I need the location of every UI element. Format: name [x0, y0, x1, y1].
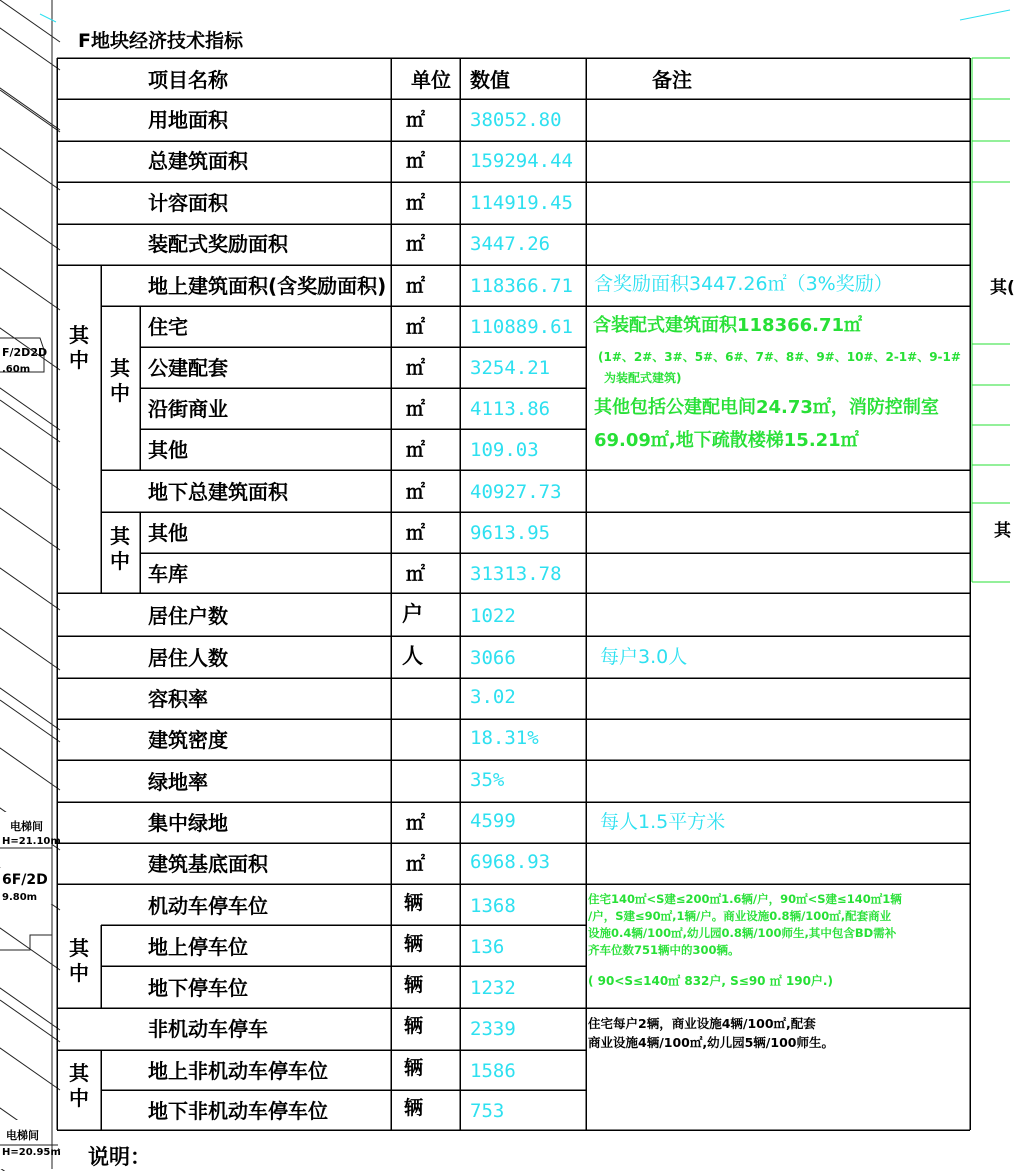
row-unit: ㎡ — [406, 439, 426, 461]
remark-parking-4: 齐车位数751辆中的300辆。 — [588, 943, 740, 957]
qizhong-label: 其中 — [69, 1061, 89, 1110]
row-unit: ㎡ — [406, 481, 426, 503]
row-unit: 户 — [402, 602, 423, 626]
cad-label: 9.80m — [2, 892, 38, 903]
row-name: 其他 — [148, 438, 188, 462]
row-name: 其他 — [148, 521, 188, 545]
row-unit: 辆 — [404, 1097, 424, 1119]
row-unit: ㎡ — [406, 522, 426, 544]
row-name: 地上停车位 — [148, 935, 248, 959]
row-unit: ㎡ — [406, 233, 426, 255]
row-unit: ㎡ — [406, 150, 426, 172]
qizhong-label: 其中 — [69, 936, 89, 985]
row-value: 109.03 — [470, 439, 539, 461]
row-value: 4599 — [470, 810, 516, 832]
row-unit: 辆 — [404, 933, 424, 955]
row-value: 31313.78 — [470, 563, 562, 585]
qizhong-label: 其中 — [110, 356, 130, 405]
table-title: F地块经济技术指标 — [78, 30, 243, 52]
note-label: 说明： — [88, 1145, 151, 1169]
remark-reward: 含奖励面积3447.26㎡（3%奖励） — [594, 273, 893, 295]
remark-other-cont: 69.09㎡,地下疏散楼梯15.21㎡ — [594, 430, 859, 451]
remark-prefab-list: (1#、2#、3#、5#、6#、7#、8#、9#、10#、2-1#、9-1# — [598, 350, 961, 364]
row-value: 3066 — [470, 647, 516, 669]
row-unit: ㎡ — [406, 109, 426, 131]
row-name: 建筑基底面积 — [148, 852, 268, 876]
right-edge-text: 其 — [994, 521, 1011, 541]
row-value: 40927.73 — [470, 481, 562, 503]
row-value: 3447.26 — [470, 233, 551, 255]
remark-bike-2: 商业设施4辆/100㎡,幼儿园5辆/100师生。 — [588, 1035, 834, 1050]
row-value: 114919.45 — [470, 192, 573, 214]
row-unit: ㎡ — [406, 192, 426, 214]
row-name: 集中绿地 — [148, 811, 228, 835]
cad-label: H=21.10m — [2, 836, 61, 847]
row-value: 118366.71 — [470, 275, 573, 297]
cad-label: 电梯间 — [10, 820, 43, 833]
row-unit: ㎡ — [406, 812, 426, 834]
qizhong-label: 其中 — [69, 323, 89, 372]
row-name: 建筑密度 — [148, 728, 228, 752]
row-name: 计容面积 — [148, 191, 228, 215]
row-value: 6968.93 — [470, 851, 551, 873]
row-value: 38052.80 — [470, 109, 562, 131]
row-name: 机动车停车位 — [148, 894, 268, 918]
row-name: 居住户数 — [148, 604, 228, 628]
row-name: 居住人数 — [148, 646, 228, 670]
row-value: 753 — [470, 1100, 505, 1122]
row-name: 地下停车位 — [148, 976, 248, 1000]
row-unit: ㎡ — [406, 275, 426, 297]
row-name: 地下总建筑面积 — [148, 480, 288, 504]
row-value: 1586 — [470, 1060, 516, 1082]
row-name: 公建配套 — [148, 356, 228, 380]
remark-parking-3: 设施0.4辆/100㎡,幼儿园0.8辆/100师生,其中包含BD需补 — [588, 926, 897, 940]
row-unit: 辆 — [404, 892, 424, 914]
remark-other: 其他包括公建配电间24.73㎡，消防控制室 — [594, 397, 939, 418]
remark-bike-1: 住宅每户2辆，商业设施4辆/100㎡,配套 — [588, 1016, 816, 1031]
row-name: 总建筑面积 — [148, 149, 248, 173]
row-unit: ㎡ — [406, 563, 426, 585]
header-value: 数值 — [470, 68, 510, 92]
row-name: 车库 — [148, 562, 188, 586]
row-value: 1022 — [470, 605, 516, 627]
row-value: 110889.61 — [470, 316, 573, 338]
row-name: 住宅 — [148, 315, 188, 339]
header-unit: 单位 — [411, 68, 451, 92]
remark-parking-2: /户，S建≤90㎡,1辆/户。商业设施0.8辆/100㎡,配套商业 — [588, 909, 892, 923]
row-value: 1368 — [470, 895, 516, 917]
header-name: 项目名称 — [148, 68, 228, 92]
row-value: 3.02 — [470, 686, 516, 708]
row-unit: ㎡ — [406, 853, 426, 875]
row-name: 装配式奖励面积 — [148, 232, 288, 256]
remark-parking-1: 住宅140㎡<S建≤200㎡1.6辆/户，90㎡<S建≤140㎡1辆 — [588, 892, 902, 906]
cad-label: .60m — [2, 364, 31, 375]
row-name: 地上建筑面积(含奖励面积) — [148, 274, 387, 298]
remark-prefab-list-end: 为装配式建筑) — [604, 371, 682, 385]
row-name: 地上非机动车停车位 — [148, 1059, 328, 1083]
row-unit: 辆 — [404, 1057, 424, 1079]
remark-parking-5: ( 90<S≤140㎡ 832户, S≤90 ㎡ 190户.) — [588, 974, 833, 988]
row-value: 35% — [470, 769, 505, 791]
row-value: 3254.21 — [470, 357, 551, 379]
row-name: 地下非机动车停车位 — [148, 1099, 328, 1123]
qizhong-label: 其中 — [110, 524, 130, 573]
remark-persons: 每户3.0人 — [600, 646, 688, 668]
row-unit: 人 — [402, 644, 423, 668]
row-unit: ㎡ — [406, 357, 426, 379]
row-unit: 辆 — [404, 1015, 424, 1037]
row-unit: ㎡ — [406, 398, 426, 420]
row-value: 2339 — [470, 1018, 516, 1040]
cad-label: 6F/2D — [2, 872, 48, 888]
row-unit: ㎡ — [406, 316, 426, 338]
row-value: 136 — [470, 936, 505, 958]
right-edge-text: 其( — [990, 278, 1015, 298]
row-value: 9613.95 — [470, 522, 551, 544]
row-name: 容积率 — [148, 687, 208, 711]
row-value: 18.31% — [470, 727, 539, 749]
row-name: 绿地率 — [148, 770, 208, 794]
cad-label: F/2D2D — [2, 346, 48, 359]
row-value: 1232 — [470, 977, 516, 999]
header-note: 备注 — [652, 68, 692, 92]
row-name: 沿街商业 — [148, 397, 228, 421]
row-value: 159294.44 — [470, 150, 573, 172]
remark-prefab: 含装配式建筑面积118366.71㎡ — [593, 315, 863, 336]
row-value: 4113.86 — [470, 398, 551, 420]
cad-label: 电梯间 — [6, 1129, 39, 1142]
cad-label: H=20.95m — [2, 1147, 61, 1158]
row-unit: 辆 — [404, 974, 424, 996]
row-name: 用地面积 — [148, 108, 228, 132]
remark-green: 每人1.5平方米 — [600, 811, 726, 833]
row-name: 非机动车停车 — [148, 1017, 268, 1041]
